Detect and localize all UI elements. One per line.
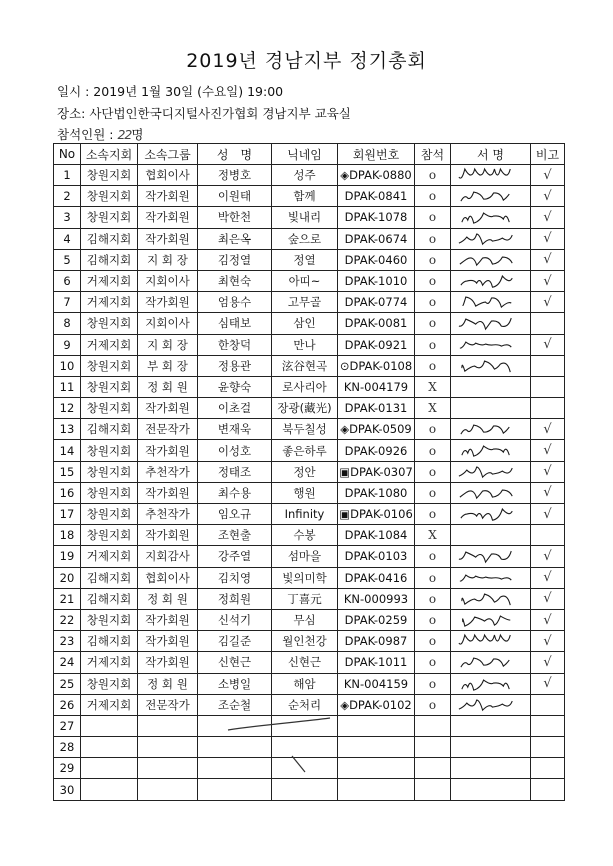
note-mark: √	[531, 165, 565, 186]
member-number-cell: ⊙DPAK-0108	[338, 355, 415, 376]
branch-cell: 거제지회	[81, 546, 138, 567]
branch-cell: 김해지회	[81, 228, 138, 249]
group-cell: 작가회원	[138, 652, 198, 673]
group-cell: 협회이사	[138, 567, 198, 588]
branch-cell: 김해지회	[81, 249, 138, 270]
row-number: 13	[54, 419, 81, 440]
nickname-cell: 행원	[272, 482, 338, 503]
member-number-cell: KN-004159	[338, 673, 415, 694]
branch-cell: 거제지회	[81, 270, 138, 291]
name-cell: 정희원	[198, 588, 272, 609]
member-number-cell: KN-000993	[338, 588, 415, 609]
nickname-cell: 숲으로	[272, 228, 338, 249]
group-cell: 전문작가	[138, 694, 198, 715]
group-cell: 부 회 장	[138, 355, 198, 376]
group-cell: 작가회원	[138, 440, 198, 461]
name-cell: 최현숙	[198, 270, 272, 291]
header-nickname: 닉네임	[272, 144, 338, 165]
attend-mark: X	[415, 525, 451, 546]
group-cell: 지 회 장	[138, 334, 198, 355]
member-number-cell: ◈DPAK-0102	[338, 694, 415, 715]
attend-mark: o	[415, 355, 451, 376]
name-cell: 최수용	[198, 482, 272, 503]
note-mark: √	[531, 419, 565, 440]
member-number-cell: DPAK-0131	[338, 398, 415, 419]
row-number: 11	[54, 376, 81, 397]
branch-cell: 창원지회	[81, 609, 138, 630]
member-number-cell: ▣DPAK-0106	[338, 504, 415, 525]
member-number-cell: DPAK-0921	[338, 334, 415, 355]
member-number-cell: DPAK-0081	[338, 313, 415, 334]
name-cell: 윤향숙	[198, 376, 272, 397]
member-number-cell: DPAK-1011	[338, 652, 415, 673]
header-note: 비고	[531, 144, 565, 165]
group-cell: 지회감사	[138, 546, 198, 567]
group-cell: 정 회 원	[138, 673, 198, 694]
branch-cell: 거제지회	[81, 652, 138, 673]
row-number: 26	[54, 694, 81, 715]
note-mark: √	[531, 609, 565, 630]
row-number: 22	[54, 609, 81, 630]
row-number: 18	[54, 525, 81, 546]
nickname-cell: 泫谷현곡	[272, 355, 338, 376]
attend-mark: o	[415, 270, 451, 291]
note-mark: √	[531, 652, 565, 673]
name-cell: 정병호	[198, 165, 272, 186]
name-cell: 이원태	[198, 186, 272, 207]
row-number: 24	[54, 652, 81, 673]
name-cell: 정용관	[198, 355, 272, 376]
attend-mark: o	[415, 419, 451, 440]
nickname-cell: 좋은하루	[272, 440, 338, 461]
row-number: 15	[54, 461, 81, 482]
attend-mark: o	[415, 186, 451, 207]
attend-mark: o	[415, 609, 451, 630]
attend-mark: o	[415, 567, 451, 588]
row-number: 16	[54, 482, 81, 503]
branch-cell: 김해지회	[81, 631, 138, 652]
attend-mark: o	[415, 673, 451, 694]
name-cell: 조순철	[198, 694, 272, 715]
member-number-cell: DPAK-0774	[338, 292, 415, 313]
note-mark: √	[531, 504, 565, 525]
nickname-cell: 정열	[272, 249, 338, 270]
attend-mark: o	[415, 165, 451, 186]
member-number-cell: DPAK-1084	[338, 525, 415, 546]
row-number: 5	[54, 249, 81, 270]
nickname-cell: 아띠~	[272, 270, 338, 291]
row-number: 29	[54, 758, 81, 779]
row-number: 14	[54, 440, 81, 461]
row-number: 17	[54, 504, 81, 525]
branch-cell: 창원지회	[81, 186, 138, 207]
note-mark: √	[531, 186, 565, 207]
nickname-cell: 성주	[272, 165, 338, 186]
header-member-number: 회원번호	[338, 144, 415, 165]
name-cell: 신현근	[198, 652, 272, 673]
meeting-date: 일시 : 2019년 1월 30일 (수요일) 19:00	[57, 84, 284, 99]
attend-mark: o	[415, 313, 451, 334]
row-number: 9	[54, 334, 81, 355]
nickname-cell: 신현근	[272, 652, 338, 673]
group-cell: 작가회원	[138, 525, 198, 546]
note-mark: √	[531, 588, 565, 609]
nickname-cell: 무심	[272, 609, 338, 630]
attend-mark: o	[415, 631, 451, 652]
group-cell: 정 회 원	[138, 588, 198, 609]
row-number: 4	[54, 228, 81, 249]
note-mark: √	[531, 567, 565, 588]
nickname-cell: 丁喜元	[272, 588, 338, 609]
row-number: 3	[54, 207, 81, 228]
name-cell: 박한천	[198, 207, 272, 228]
header-branch: 소속지회	[81, 144, 138, 165]
document-title: 2019년 경남지부 정기총회	[186, 50, 427, 72]
branch-cell: 창원지회	[81, 313, 138, 334]
header-group: 소속그룹	[138, 144, 198, 165]
branch-cell: 김해지회	[81, 419, 138, 440]
note-mark: √	[531, 631, 565, 652]
note-mark: √	[531, 440, 565, 461]
nickname-cell: 수봉	[272, 525, 338, 546]
row-number: 2	[54, 186, 81, 207]
member-number-cell: DPAK-0926	[338, 440, 415, 461]
member-number-cell: DPAK-0841	[338, 186, 415, 207]
member-number-cell: DPAK-1080	[338, 482, 415, 503]
name-cell: 강주열	[198, 546, 272, 567]
group-cell: 작가회원	[138, 228, 198, 249]
nickname-cell: 섬마을	[272, 546, 338, 567]
attend-mark: o	[415, 461, 451, 482]
attend-mark: o	[415, 694, 451, 715]
attend-mark: o	[415, 207, 451, 228]
header-signature: 서 명	[451, 144, 531, 165]
nickname-cell: 삼인	[272, 313, 338, 334]
nickname-cell: 만나	[272, 334, 338, 355]
row-number: 12	[54, 398, 81, 419]
row-number: 19	[54, 546, 81, 567]
nickname-cell: 고무골	[272, 292, 338, 313]
branch-cell: 거제지회	[81, 694, 138, 715]
member-number-cell: DPAK-0416	[338, 567, 415, 588]
branch-cell: 창원지회	[81, 398, 138, 419]
attend-mark: o	[415, 228, 451, 249]
note-mark: √	[531, 270, 565, 291]
header-no: No	[54, 144, 81, 165]
member-number-cell: DPAK-0460	[338, 249, 415, 270]
branch-cell: 창원지회	[81, 355, 138, 376]
group-cell: 지회이사	[138, 270, 198, 291]
branch-cell: 창원지회	[81, 504, 138, 525]
group-cell: 전문작가	[138, 419, 198, 440]
branch-cell: 창원지회	[81, 525, 138, 546]
group-cell: 지회이사	[138, 313, 198, 334]
note-mark: √	[531, 546, 565, 567]
name-cell: 조현출	[198, 525, 272, 546]
attend-mark: X	[415, 376, 451, 397]
note-mark: √	[531, 673, 565, 694]
nickname-cell: 함께	[272, 186, 338, 207]
nickname-cell: 빛내리	[272, 207, 338, 228]
branch-cell: 거제지회	[81, 334, 138, 355]
group-cell: 추천작가	[138, 461, 198, 482]
member-number-cell: ◈DPAK-0880	[338, 165, 415, 186]
name-cell: 한창덕	[198, 334, 272, 355]
attendee-count-value: 22	[117, 127, 132, 142]
row-number: 1	[54, 165, 81, 186]
attend-mark: o	[415, 504, 451, 525]
branch-cell: 창원지회	[81, 461, 138, 482]
group-cell: 작가회원	[138, 609, 198, 630]
nickname-cell: Infinity	[272, 504, 338, 525]
row-number: 25	[54, 673, 81, 694]
group-cell: 작가회원	[138, 186, 198, 207]
branch-cell: 창원지회	[81, 376, 138, 397]
name-cell: 임오규	[198, 504, 272, 525]
row-number: 8	[54, 313, 81, 334]
note-mark: √	[531, 461, 565, 482]
branch-cell: 거제지회	[81, 292, 138, 313]
group-cell: 지 회 장	[138, 249, 198, 270]
branch-cell: 창원지회	[81, 440, 138, 461]
attend-mark: o	[415, 440, 451, 461]
member-number-cell: DPAK-0103	[338, 546, 415, 567]
attend-mark: o	[415, 292, 451, 313]
group-cell: 정 회 원	[138, 376, 198, 397]
member-number-cell: DPAK-0987	[338, 631, 415, 652]
note-mark: √	[531, 249, 565, 270]
row-number: 20	[54, 567, 81, 588]
nickname-cell: 해암	[272, 673, 338, 694]
note-mark: √	[531, 292, 565, 313]
nickname-cell: 북두칠성	[272, 419, 338, 440]
attend-mark: o	[415, 588, 451, 609]
row-number: 10	[54, 355, 81, 376]
name-cell: 이초걸	[198, 398, 272, 419]
nickname-cell: 순처리	[272, 694, 338, 715]
group-cell: 작가회원	[138, 398, 198, 419]
branch-cell: 창원지회	[81, 482, 138, 503]
nickname-cell: 정안	[272, 461, 338, 482]
member-number-cell: DPAK-0259	[338, 609, 415, 630]
note-mark: √	[531, 207, 565, 228]
branch-cell: 창원지회	[81, 673, 138, 694]
row-number: 23	[54, 631, 81, 652]
name-cell: 엄용수	[198, 292, 272, 313]
member-number-cell: DPAK-1078	[338, 207, 415, 228]
member-number-cell: ▣DPAK-0307	[338, 461, 415, 482]
note-mark: √	[531, 334, 565, 355]
group-cell: 작가회원	[138, 207, 198, 228]
branch-cell: 창원지회	[81, 165, 138, 186]
attend-mark: o	[415, 482, 451, 503]
nickname-cell: 빛의미학	[272, 567, 338, 588]
name-cell: 김치영	[198, 567, 272, 588]
group-cell: 작가회원	[138, 482, 198, 503]
name-cell: 김길준	[198, 631, 272, 652]
row-number: 6	[54, 270, 81, 291]
group-cell: 추천작가	[138, 504, 198, 525]
name-cell: 심태보	[198, 313, 272, 334]
row-number: 7	[54, 292, 81, 313]
group-cell: 작가회원	[138, 292, 198, 313]
nickname-cell: 로사리아	[272, 376, 338, 397]
member-number-cell: DPAK-0674	[338, 228, 415, 249]
group-cell: 협회이사	[138, 165, 198, 186]
row-number: 27	[54, 715, 81, 736]
branch-cell: 김해지회	[81, 567, 138, 588]
member-number-cell: KN-004179	[338, 376, 415, 397]
name-cell: 최은옥	[198, 228, 272, 249]
attend-mark: o	[415, 334, 451, 355]
header-name: 성 명	[198, 144, 272, 165]
header-attend: 참석	[415, 144, 451, 165]
name-cell: 소병일	[198, 673, 272, 694]
attend-mark: X	[415, 398, 451, 419]
branch-cell: 창원지회	[81, 207, 138, 228]
name-cell: 정태조	[198, 461, 272, 482]
note-mark: √	[531, 228, 565, 249]
branch-cell: 김해지회	[81, 588, 138, 609]
row-number: 28	[54, 737, 81, 758]
nickname-cell: 월인천강	[272, 631, 338, 652]
meeting-place: 장소: 사단법인한국디지털사진가협회 경남지부 교육실	[57, 106, 351, 121]
attend-mark: o	[415, 249, 451, 270]
name-cell: 신석기	[198, 609, 272, 630]
name-cell: 이성호	[198, 440, 272, 461]
row-number: 21	[54, 588, 81, 609]
nickname-cell: 장광(藏光)	[272, 398, 338, 419]
name-cell: 변재욱	[198, 419, 272, 440]
attendee-count-label: 참석인원 :	[57, 127, 114, 142]
member-number-cell: ◈DPAK-0509	[338, 419, 415, 440]
note-mark: √	[531, 482, 565, 503]
member-number-cell: DPAK-1010	[338, 270, 415, 291]
attendee-count-unit: 명	[131, 127, 144, 142]
attend-mark: o	[415, 652, 451, 673]
row-number: 30	[54, 779, 81, 800]
group-cell: 작가회원	[138, 631, 198, 652]
attend-mark: o	[415, 546, 451, 567]
name-cell: 김정열	[198, 249, 272, 270]
